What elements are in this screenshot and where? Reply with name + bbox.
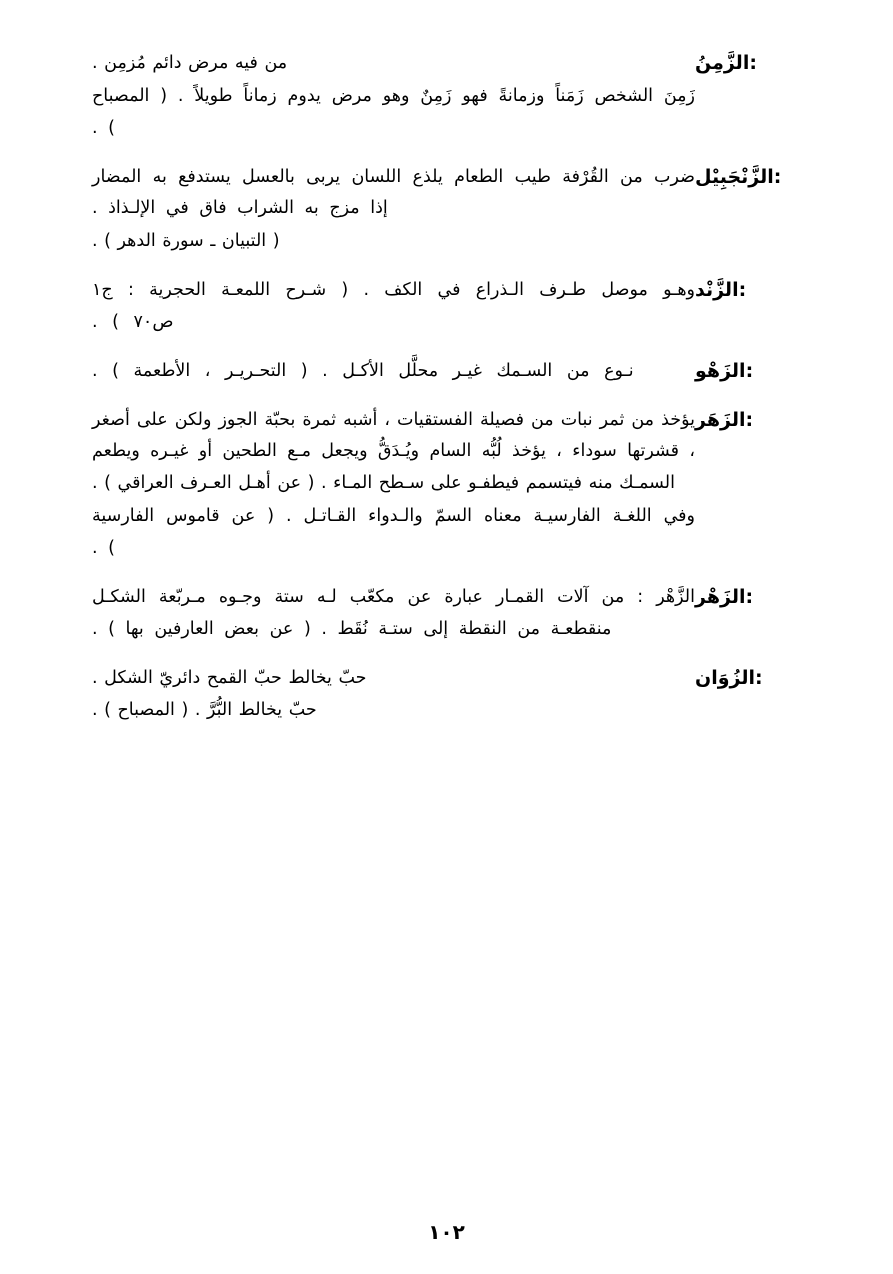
dictionary-entry [78,663,815,728]
entry-separator: : [745,359,754,382]
entry-separator: : [745,585,754,608]
entry-definition [78,162,695,259]
entry-definition [78,582,695,646]
entry-definition [78,48,695,145]
entry-separator: : [749,52,757,74]
entry-paragraph: زَمِنَ الشخص زَمَناً وزمانةً فهو زَمِنٌ وهو مرض يدوم زماناً طويلاً . ( المصباح ) . [92,85,695,138]
entry-headword [695,663,815,693]
dictionary-entry [78,275,815,339]
dictionary-entry [78,162,815,259]
entry-definition [78,663,695,728]
entry-headword [695,162,815,192]
entry-definition [78,405,695,565]
entry-paragraph: ( التبيان ـ سورة الدهر ) . [92,231,280,252]
entry-definition [78,275,695,339]
entry-paragraph: من فيه مرض دائم مُزمِن . [92,53,288,73]
entry-headword-text: الزَهَر [695,408,746,431]
dictionary-entry [78,405,815,565]
entry-headword [695,405,815,435]
entry-separator: : [738,279,747,302]
entry-headword [695,275,815,305]
entry-paragraph: حبّ يخالط حبّ القمح دائريّ الشكل . [92,667,367,688]
entry-definition [78,356,695,388]
entry-headword-text: الزَهْر [695,585,746,608]
entry-paragraph: ضرب من القُرْفة طيب الطعام يلذع اللسان يربى بالعسل يستدفع به المضار إذا مزج به الشراب فاق في الإلـذاذ . [92,166,695,219]
entry-paragraph: وهـو موصل طـرف الـذراع في الكف . ( شـرح اللمعـة الحجرية : ج١ ص٧٠ ) . [92,280,695,332]
entry-paragraph: الزَّهْر : من آلات القمـار عبارة عن مكعّب لـه ستة وجـوه مـربّعة الشكـل منقطعـة من النقطة إلى ستـة نُقَط . ( عن بعض العارفين بها ) . [92,586,695,639]
dictionary-entry-list [78,48,815,744]
entry-headword-text: الزَهْو [695,359,746,382]
entry-headword-text: الزَّمِنُ [695,52,750,74]
entry-headword [695,582,815,612]
entry-headword-text: الزَّنْد [695,279,739,302]
entry-headword-text: الزُوَان [695,666,756,689]
dictionary-entry [78,48,815,145]
entry-headword-text: الزَّنْجَبِيْل [695,165,774,188]
page-number: ١٠٢ [428,1220,465,1244]
entry-separator: : [755,666,763,689]
entry-paragraph: حبّ يخالط البُّرَّ . ( المصباح ) . [92,700,317,721]
dictionary-entry [78,582,815,646]
entry-paragraph: يؤخذ من ثمر نبات من فصيلة الفستقيات ، أشبه ثمرة بحبّة الجوز ولكن على أصغر ، قشرتها سوداء ، يؤخذ لُبُّه السام ويُـدَقُّ ويجعل مـع الطحين أو غيـره ويطعم السمـك منه فيتسمم فيطفـو على سـطح المـاء . ( عن أهـل العـرف العراقي ) . [92,409,695,494]
entry-paragraph: وفي اللغـة الفارسيـة معناه السمّ والـدواء القـاتـل . ( عن قاموس الفارسية ) . [92,506,695,558]
entry-headword [695,356,815,386]
entry-paragraph: نـوع من السـمك غيـر محلَّل الأكـل . ( التحـريـر ، الأطعمة ) . [92,360,634,381]
dictionary-entry [78,356,815,388]
entry-headword [695,48,815,78]
entry-separator: : [773,165,782,188]
entry-separator: : [745,408,754,431]
